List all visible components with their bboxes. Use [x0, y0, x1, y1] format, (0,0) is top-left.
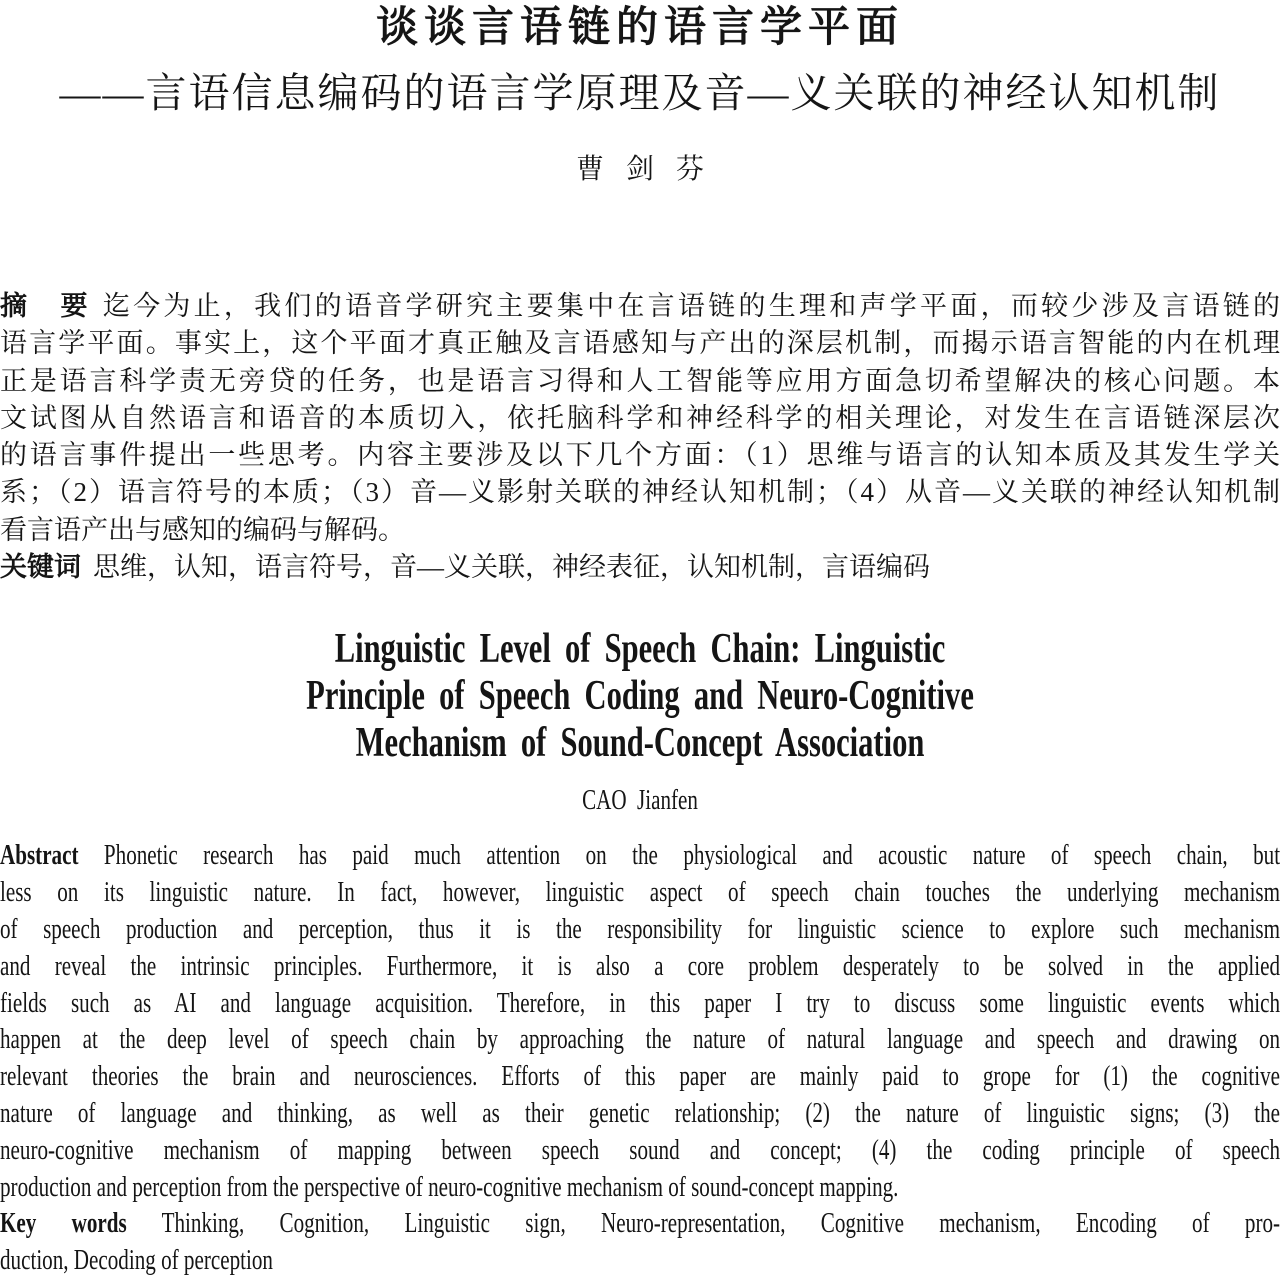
abstract-en-line-1	[0, 837, 1280, 874]
abstract-en-line-5: fields such as AI and language acquisition. Therefore, in this paper I try to discuss some linguistic events which	[0, 986, 1280, 1019]
abstract-zh-line-7: 看言语产出与感知的编码与解码。	[0, 514, 405, 545]
paper-title-en	[0, 626, 1280, 767]
abstract-zh-line-2: 语言学平面。事实上，这个平面才真正触及言语感知与产出的深层机制，而揭示语言智能的内在机理	[0, 328, 1280, 359]
abstract-en-line-7: relevant theories the brain and neurosciences. Efforts of this paper are mainly paid to grope for (1) the cognitive	[0, 1060, 1280, 1093]
abstract-zh-line-1	[0, 288, 1280, 325]
keywords-zh-line	[0, 549, 1280, 586]
paper-title-zh: 谈谈言语链的语言学平面	[375, 3, 904, 50]
abstract-en-line-8: nature of language and thinking, as well as their genetic relationship; (2) the nature of linguistic signs; (3) the	[0, 1096, 1280, 1129]
abstract-en-label: Abstract	[0, 839, 79, 872]
abstract-en-line-9: neuro-cognitive mechanism of mapping between speech sound and concept; (4) the coding principle of speech	[0, 1133, 1280, 1166]
paper-title-en-line-3: Mechanism of Sound-Concept Association	[355, 720, 925, 767]
abstract-en-line-1-text: Phonetic research has paid much attention on the physiological and acoustic nature of speech chain, but	[103, 839, 1280, 872]
abstract-en-line-4: and reveal the intrinsic principles. Furthermore, it is also a core problem desperately to be solved in the applied	[0, 949, 1280, 982]
abstract-en-line-2: less on its linguistic nature. In fact, however, linguistic aspect of speech chain touches the underlying mechanism	[0, 876, 1280, 909]
english-section	[0, 626, 1280, 1279]
abstract-zh-label: 摘 要	[0, 291, 91, 321]
abstract-en-line-6: happen at the deep level of speech chain by approaching the nature of natural language and speech and drawing on	[0, 1023, 1280, 1056]
abstract-zh-line-1-text: 迄今为止，我们的语音学研究主要集中在言语链的生理和声学平面，而较少涉及言语链的	[102, 291, 1280, 321]
paper-title-en-line-2: Principle of Speech Coding and Neuro-Cognitive	[306, 673, 974, 720]
abstract-en-line-10: production and perception from the perspective of neuro-cognitive mechanism of sound-concept mapping.	[0, 1170, 899, 1203]
author-name-zh: 曹剑芬	[575, 154, 726, 185]
abstract-en	[0, 837, 1280, 1279]
keywords-zh-text: 思维，认知，语言符号，音—义关联，神经表征，认知机制，言语编码	[93, 552, 930, 583]
author-name-en: CAO Jianfen	[582, 784, 698, 817]
abstract-en-line-3: of speech production and perception, thus it is the responsibility for linguistic science to explore such mechanism	[0, 912, 1280, 945]
keywords-zh-label: 关键词	[0, 552, 81, 583]
paper-title-en-line-1: Linguistic Level of Speech Chain: Linguistic	[334, 626, 946, 673]
abstract-zh-line-3: 正是语言科学责无旁贷的任务，也是语言习得和人工智能等应用方面急切希望解决的核心问题。本	[0, 365, 1280, 396]
abstract-zh-line-6: 系；（2）语言符号的本质；（3）音—义影射关联的神经认知机制；（4）从音—义关联的神经认知机制	[0, 477, 1280, 508]
keywords-en-label: Key words	[0, 1207, 127, 1240]
keywords-en-line-2: duction, Decoding of perception	[0, 1244, 273, 1277]
paper-page	[0, 2, 1280, 1277]
abstract-zh-line-4: 文试图从自然语言和语音的本质切入，依托脑科学和神经科学的相关理论，对发生在言语链深层次	[0, 402, 1280, 433]
paper-subtitle-zh: ——言语信息编码的语言学原理及音—义关联的神经认知机制	[59, 70, 1221, 116]
abstract-zh	[0, 288, 1280, 586]
abstract-zh-line-5: 的语言事件提出一些思考。内容主要涉及以下几个方面：（1）思维与语言的认知本质及其发生学关	[0, 440, 1280, 471]
keywords-en-line-1	[0, 1205, 1280, 1242]
keywords-en-text: Thinking, Cognition, Linguistic sign, Neuro-representation, Cognitive mechanism, Encoding of pro-	[161, 1207, 1280, 1240]
